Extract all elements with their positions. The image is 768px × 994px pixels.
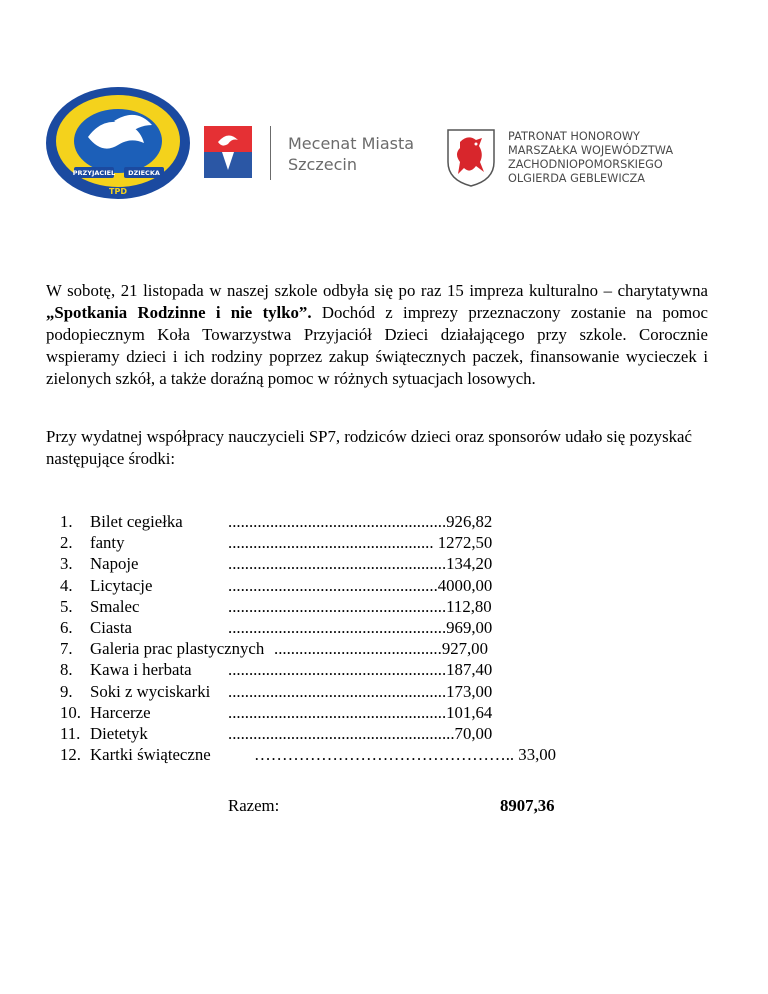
item-amount: ....................................................134,20 bbox=[228, 554, 493, 574]
patronat-text bbox=[508, 130, 673, 186]
list-item bbox=[60, 617, 493, 638]
list-item bbox=[60, 532, 493, 553]
mecenat-line-1: Mecenat Miasta bbox=[288, 134, 415, 153]
patronat-line-3: ZACHODNIOPOMORSKIEGO bbox=[508, 158, 663, 171]
szczecin-logo bbox=[204, 126, 252, 178]
tpd-bottom-text: TPD bbox=[109, 187, 127, 196]
list-item bbox=[60, 723, 493, 744]
list-item bbox=[60, 681, 493, 702]
item-label: Galeria prac plastycznych bbox=[90, 639, 265, 659]
item-label: Kartki świąteczne bbox=[90, 745, 211, 765]
item-amount: ..................................................4000,00 bbox=[228, 575, 493, 595]
intro-text-1: W sobotę, 21 listopada w naszej szkole odbyła się po raz 15 impreza kulturalno – charytatywna bbox=[46, 281, 708, 300]
funds-list bbox=[60, 511, 557, 765]
item-amount: ....................................................112,80 bbox=[228, 596, 492, 616]
total-value: 8907,36 bbox=[500, 796, 555, 815]
item-amount: ....................................................173,00 bbox=[228, 681, 493, 701]
patronat-line-1: PATRONAT HONOROWY bbox=[508, 130, 640, 143]
item-amount: ................................................. 1272,50 bbox=[228, 533, 493, 553]
item-amount: ....................................................969,00 bbox=[228, 617, 493, 637]
intro-paragraph bbox=[46, 280, 708, 390]
tpd-right-label: DZIECKA bbox=[128, 169, 160, 177]
item-label: Licytacje bbox=[90, 575, 153, 595]
list-item bbox=[60, 659, 493, 680]
item-number: 8. bbox=[60, 660, 73, 680]
item-number: 3. bbox=[60, 554, 73, 574]
list-item bbox=[60, 553, 493, 574]
logo-divider bbox=[270, 126, 271, 180]
list-item bbox=[60, 638, 488, 659]
tpd-logo bbox=[44, 85, 192, 201]
item-label: fanty bbox=[90, 533, 125, 553]
list-item bbox=[60, 744, 557, 765]
list-item bbox=[60, 596, 492, 617]
item-amount: ....................................................926,82 bbox=[228, 512, 493, 531]
item-label: Kawa i herbata bbox=[90, 660, 192, 680]
list-item bbox=[60, 575, 493, 596]
item-label: Dietetyk bbox=[90, 723, 148, 743]
total-label: Razem: bbox=[228, 796, 280, 815]
patronat-line-4: OLGIERDA GEBLEWICZA bbox=[508, 172, 646, 185]
event-name: „Spotkania Rodzinne i nie tylko”. bbox=[46, 303, 312, 322]
item-number: 7. bbox=[60, 639, 73, 659]
item-amount: ......................................................70,00 bbox=[228, 723, 493, 743]
item-label: Smalec bbox=[90, 596, 140, 616]
item-label: Bilet cegiełka bbox=[90, 512, 183, 531]
item-number: 1. bbox=[60, 512, 73, 531]
item-number: 4. bbox=[60, 575, 73, 595]
item-number: 6. bbox=[60, 617, 73, 637]
item-amount: ....................................................187,40 bbox=[228, 660, 493, 680]
item-number: 11. bbox=[60, 723, 81, 743]
item-label: Napoje bbox=[90, 554, 139, 574]
tpd-left-label: PRZYJACIEL bbox=[72, 169, 116, 177]
griffin-coat-of-arms bbox=[446, 128, 496, 188]
list-item bbox=[60, 702, 493, 723]
item-amount: ……………………………………….. 33,00 bbox=[254, 745, 557, 765]
list-item bbox=[60, 511, 493, 532]
item-amount: ........................................927,00 bbox=[274, 639, 488, 659]
item-number: 12. bbox=[60, 745, 81, 765]
item-amount: ....................................................101,64 bbox=[228, 702, 493, 722]
intro-text-2: Dochód z imprezy przeznaczony zostanie na pomoc podopiecznym Koła Towarzystwa Przyjaciół Dzieci działającego przy szkole. Corocznie wspieramy dzieci i ich rodziny poprzez zakup świątecznych paczek, finansowanie wycieczek i zielonych szkół, a także doraźną pomoc w różnych sytuacjach losowych. bbox=[46, 303, 708, 388]
patronat-line-2: MARSZAŁKA WOJEWÓDZTWA bbox=[508, 144, 674, 157]
funds-intro-paragraph: Przy wydatnej współpracy nauczycieli SP7, rodziców dzieci oraz sponsorów udało się pozyskać następujące środki: bbox=[46, 427, 692, 468]
item-number: 5. bbox=[60, 596, 73, 616]
mecenat-text bbox=[288, 133, 414, 175]
item-label: Harcerze bbox=[90, 702, 151, 722]
item-number: 9. bbox=[60, 681, 73, 701]
item-label: Ciasta bbox=[90, 617, 132, 637]
item-number: 2. bbox=[60, 533, 73, 553]
mecenat-line-2: Szczecin bbox=[288, 155, 357, 174]
item-label: Soki z wyciskarki bbox=[90, 681, 211, 701]
item-number: 10. bbox=[60, 702, 81, 722]
